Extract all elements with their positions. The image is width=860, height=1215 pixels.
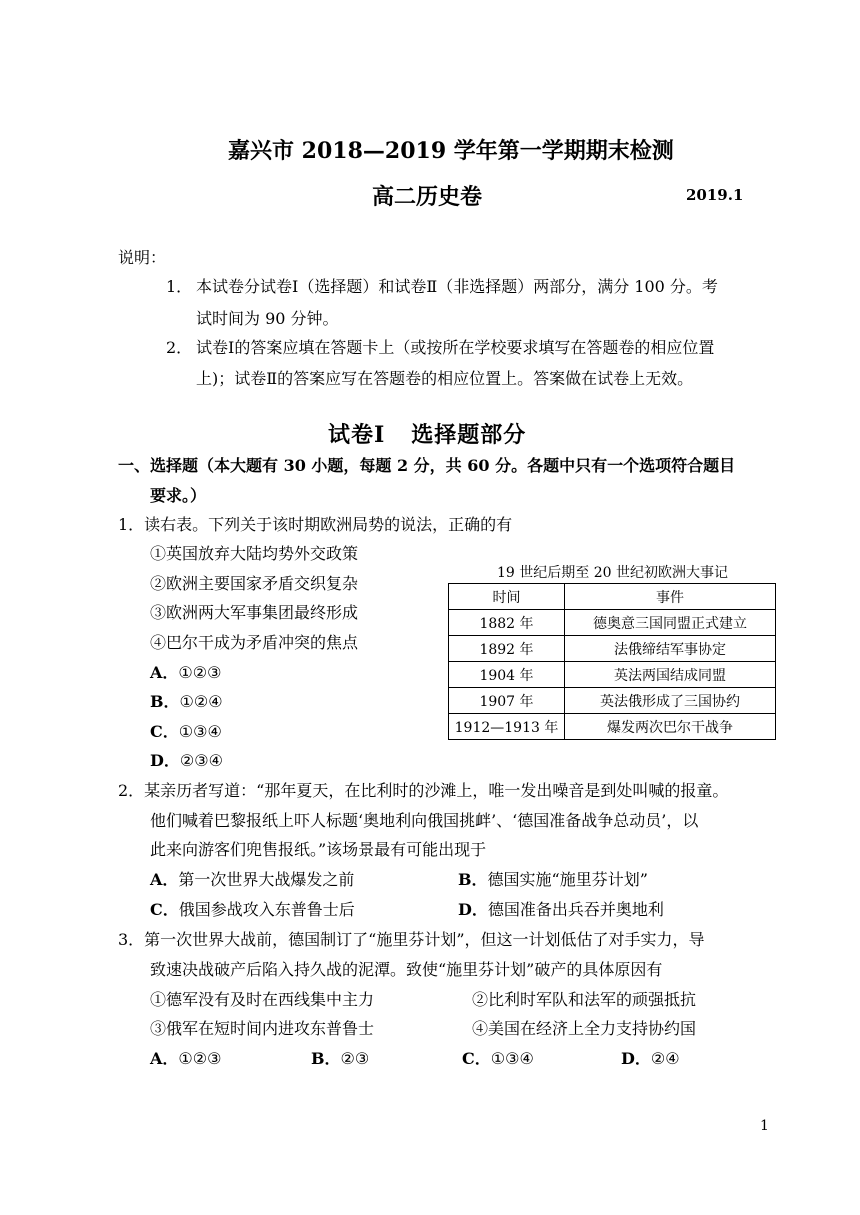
instruction-2-line-1: 试卷Ⅰ的答案应填在答题卡上（或按所在学校要求填写在答题卷的相应位置	[196, 338, 715, 357]
table-header-row	[449, 584, 776, 610]
q3-option-c: C．①③④	[462, 1049, 534, 1068]
table-header-time: 时间	[449, 584, 565, 610]
q3-option-d: D．②④	[621, 1049, 680, 1068]
q3-option-b: B．②③	[311, 1049, 370, 1068]
table-cell-time: 1904 年	[449, 662, 565, 688]
instructions-label: 说明：	[118, 248, 167, 267]
q1-option-d: D．②③④	[150, 751, 223, 770]
table-header-event: 事件	[565, 584, 776, 610]
q3-stem-line-1: 3．第一次世界大战前，德国制订了“施里芬计划”，但这一计划低估了对手实力，导	[118, 930, 705, 949]
table-cell-event: 德奥意三国同盟正式建立	[565, 610, 776, 636]
q3-option-a: A．①②③	[150, 1049, 222, 1068]
q2-stem-line-3: 此来向游客们兜售报纸。”该场景最有可能出现于	[150, 840, 487, 859]
table-cell-event: 英法俄形成了三国协约	[565, 688, 776, 714]
table-row	[449, 610, 776, 636]
q2-option-a: A．第一次世界大战爆发之前	[150, 870, 355, 889]
table-cell-time: 1882 年	[449, 610, 565, 636]
exam-date: 2019.1	[686, 186, 744, 204]
part-one-heading-line-2: 要求。）	[150, 486, 207, 505]
instruction-1-line-2: 试时间为 90 分钟。	[196, 309, 339, 328]
q1-option-c: C．①③④	[150, 722, 222, 741]
table-cell-event: 英法两国结成同盟	[565, 662, 776, 688]
q3-statement-4: ④美国在经济上全力支持协约国	[472, 1019, 697, 1038]
q2-option-b: B．德国实施“施里芬计划”	[458, 870, 648, 889]
q3-statement-3: ③俄军在短时间内进攻东普鲁士	[150, 1019, 375, 1038]
table-row	[449, 662, 776, 688]
q3-stem-line-2: 致速决战破产后陷入持久战的泥潭。致使“施里芬计划”破产的具体原因有	[150, 960, 663, 979]
exam-title: 嘉兴市 2018—2019 学年第一学期期末检测	[228, 138, 674, 164]
q1-statement-2: ②欧洲主要国家矛盾交织复杂	[150, 574, 359, 593]
q1-option-a: A．①②③	[150, 663, 222, 682]
part-one-heading-line-1: 一、选择题（本大题有 30 小题，每题 2 分，共 60 分。各题中只有一个选项符合题目	[118, 456, 736, 475]
table-cell-time: 1907 年	[449, 688, 565, 714]
section-name: 选择题部分	[411, 422, 527, 448]
table-row	[449, 714, 776, 740]
q1-table-caption: 19 世纪后期至 20 世纪初欧洲大事记	[497, 565, 728, 581]
q2-option-c: C．俄国参战攻入东普鲁士后	[150, 900, 355, 919]
section-heading	[328, 418, 526, 449]
table-row	[449, 688, 776, 714]
q1-events-table	[448, 583, 776, 740]
instruction-2-line-2: 上)；试卷Ⅱ的答案应写在答题卷的相应位置上。答案做在试卷上无效。	[196, 369, 694, 388]
table-row	[449, 636, 776, 662]
q1-option-b: B．①②④	[150, 692, 223, 711]
table-cell-time: 1912—1913 年	[449, 714, 565, 740]
q3-statement-2: ②比利时军队和法军的顽强抵抗	[472, 990, 697, 1009]
table-cell-time: 1892 年	[449, 636, 565, 662]
q2-stem-line-1: 2．某亲历者写道：“那年夏天，在比利时的沙滩上，唯一发出噪音是到处叫喊的报童。	[118, 781, 729, 800]
instruction-2-number: 2．	[166, 338, 193, 357]
exam-subtitle: 高二历史卷	[372, 184, 483, 210]
table-cell-event: 法俄缔结军事协定	[565, 636, 776, 662]
section-part: 试卷Ⅰ	[328, 422, 386, 448]
q1-statement-3: ③欧洲两大军事集团最终形成	[150, 603, 359, 622]
instruction-1-number: 1．	[166, 277, 193, 296]
q2-option-d: D．德国准备出兵吞并奥地利	[458, 900, 664, 919]
q1-stem: 1．读右表。下列关于该时期欧洲局势的说法，正确的有	[118, 515, 513, 534]
q1-statement-1: ①英国放弃大陆均势外交政策	[150, 544, 359, 563]
q3-statement-1: ①德军没有及时在西线集中主力	[150, 990, 375, 1009]
instruction-1-line-1: 本试卷分试卷Ⅰ（选择题）和试卷Ⅱ（非选择题）两部分，满分 100 分。考	[196, 277, 718, 296]
table-cell-event: 爆发两次巴尔干战争	[565, 714, 776, 740]
q1-statement-4: ④巴尔干成为矛盾冲突的焦点	[150, 633, 359, 652]
page-number: 1	[760, 1118, 769, 1134]
q2-stem-line-2: 他们喊着巴黎报纸上吓人标题‘奥地利向俄国挑衅’、‘德国准备战争总动员’，以	[150, 811, 699, 830]
